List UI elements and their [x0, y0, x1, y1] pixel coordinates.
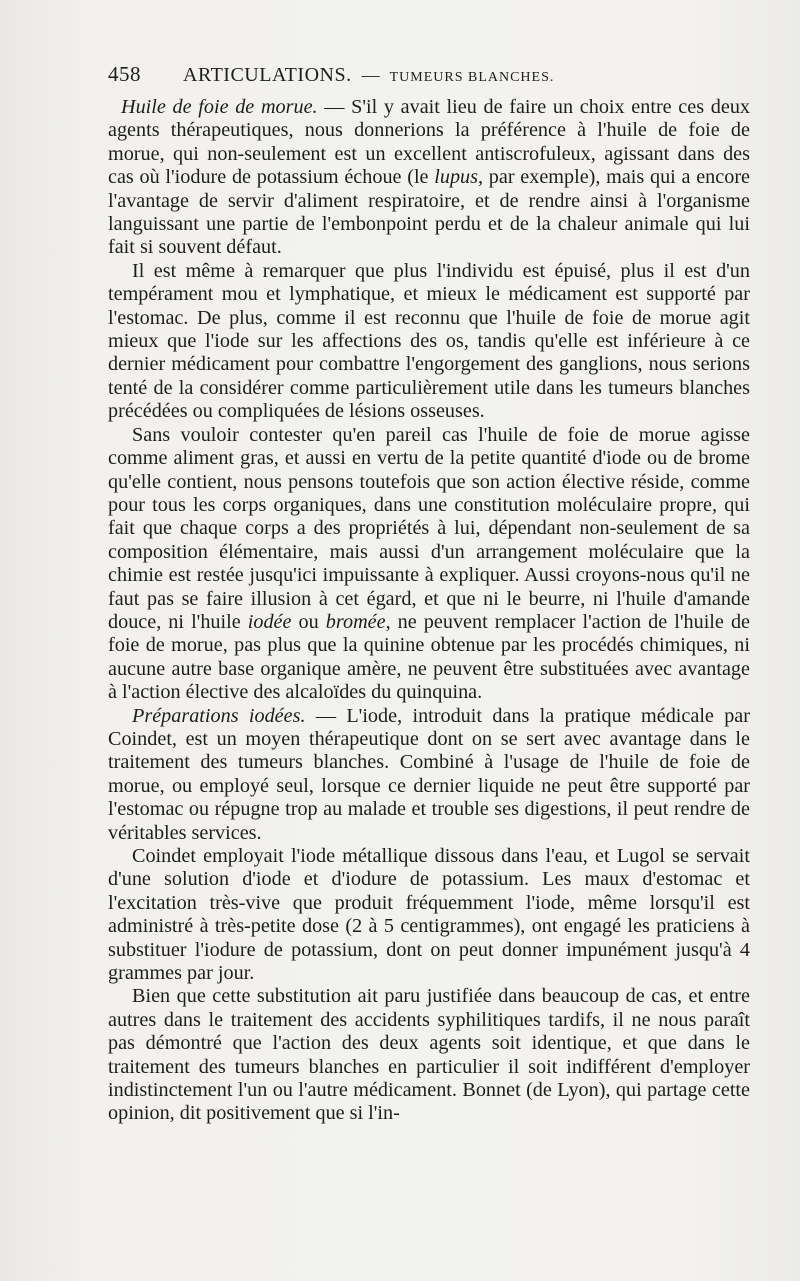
paragraph-temperament: [108, 260, 750, 424]
paragraph-text: , ne peuvent remplacer l'action de l'huile de foie de morue, pas plus que la quinine obtenue par les procédés chimiques, ni aucune autre base organique amère, ne peuvent être substituées avec avantage à l'action élective des alcaloïdes du quinquina.: [108, 610, 750, 704]
paragraph-text: Il est même à remarquer que plus l'individu est épuisé, plus il est d'un tempérament mou et lymphatique, et mieux le médicament est supporté par l'estomac. De plus, comme il est reconnu que l'huile de foie de morue agit mieux que l'iode sur les affections des os, tandis qu'elle est inférieure à ce dernier médicament pour combattre l'engorgement des ganglions, nous serions tenté de la considérer comme particulièrement utile dans les tumeurs blanches précédées ou compliquées de lésions osseuses.: [108, 259, 750, 423]
paragraph-action-elective: [108, 424, 750, 705]
running-separator: —: [361, 65, 380, 85]
paragraph-substitution: [108, 985, 750, 1125]
paragraph-text: — L'iode, introduit dans la pratique médicale par Coindet, est un moyen thérapeutique dont on se sert avec avantage dans le traitement des tumeurs blanches. Combiné à l'usage de l'huile de foie de morue, ou employé seul, lorsque ce dernier liquide ne peut être supporté par l'estomac ou répugne trop au malade et trouble ses digestions, il peut rendre de véritables services.: [108, 704, 750, 844]
italic-term: lupus: [434, 166, 478, 189]
paragraph-text: ou: [291, 610, 326, 633]
italic-term: iodée: [247, 610, 292, 633]
body-text: [108, 96, 750, 1126]
paragraph-text: Bien que cette substitution ait paru justifiée dans beaucoup de cas, et entre autres dans le traitement des accidents syphilitiques tardifs, il ne nous paraît pas démontré que l'action des deux agents soit identique, et que dans le traitement des tumeurs blanches en particulier il soit indifférent d'employer indistinctement l'un ou l'autre médicament. Bonnet (de Lyon), qui partage cette opinion, dit positivement que si l'in-: [108, 985, 750, 1125]
paragraph-lead: Huile de foie de morue.: [121, 96, 318, 118]
paragraph-text: , par exemple), mais qui a encore l'avantage de servir d'aliment respiratoire, et de rendre ainsi à l'organisme languissant une partie de l'embonpoint perdu et de la chaleur animale qui lui fait si souvent défaut.: [108, 166, 750, 259]
paragraph-preparations-iodees: [108, 705, 750, 845]
running-header: [108, 62, 750, 88]
paragraph-coindet: [108, 845, 750, 985]
running-title: ARTICULATIONS.: [183, 64, 352, 86]
paragraph-text: — S'il y avait lieu de faire un choix entre ces deux agents thérapeutiques, nous donnerions la préférence à l'huile de foie de morue, qui non-seulement est un excellent antiscrofuleux, agissant dans des cas où l'iodure de potassium échoue (le: [108, 96, 751, 189]
paragraph-text: Sans vouloir contester qu'en pareil cas l'huile de foie de morue agisse comme aliment gras, et aussi en vertu de la petite quantité d'iode ou de brome qu'elle contient, nous pensons toutefois que son action élective réside, comme pour tous les corps organiques, dans une constitution moléculaire propre, qui fait que chaque corps a des propriétés à lui, dépendant non-seulement de sa composition élémentaire, mais aussi d'un arrangement moléculaire que la chimie est restée jusqu'ici impuissante à expliquer. Aussi croyons-nous qu'il ne faut pas se faire illusion à cet égard, et que ni le beurre, ni l'huile d'amande douce, ni l'huile: [108, 423, 750, 633]
paragraph-huile-de-foie: [108, 96, 750, 260]
page-number: 458: [108, 62, 141, 86]
paragraph-text: Coindet employait l'iode métallique dissous dans l'eau, et Lugol se servait d'une solution d'iode et d'iodure de potassium. Les maux d'estomac et l'excitation très-vive que produit fréquemment l'iode, même lorsqu'il est administré à très-petite dose (2 à 5 centigrammes), ont engagé les praticiens à substituer l'iodure de potassium, dont on peut donner impunément jusqu'à 4 grammes par jour.: [108, 845, 750, 985]
running-subtitle: TUMEURS BLANCHES.: [389, 70, 555, 85]
italic-term: bromée: [325, 610, 386, 633]
paragraph-lead: Préparations iodées.: [132, 704, 306, 727]
